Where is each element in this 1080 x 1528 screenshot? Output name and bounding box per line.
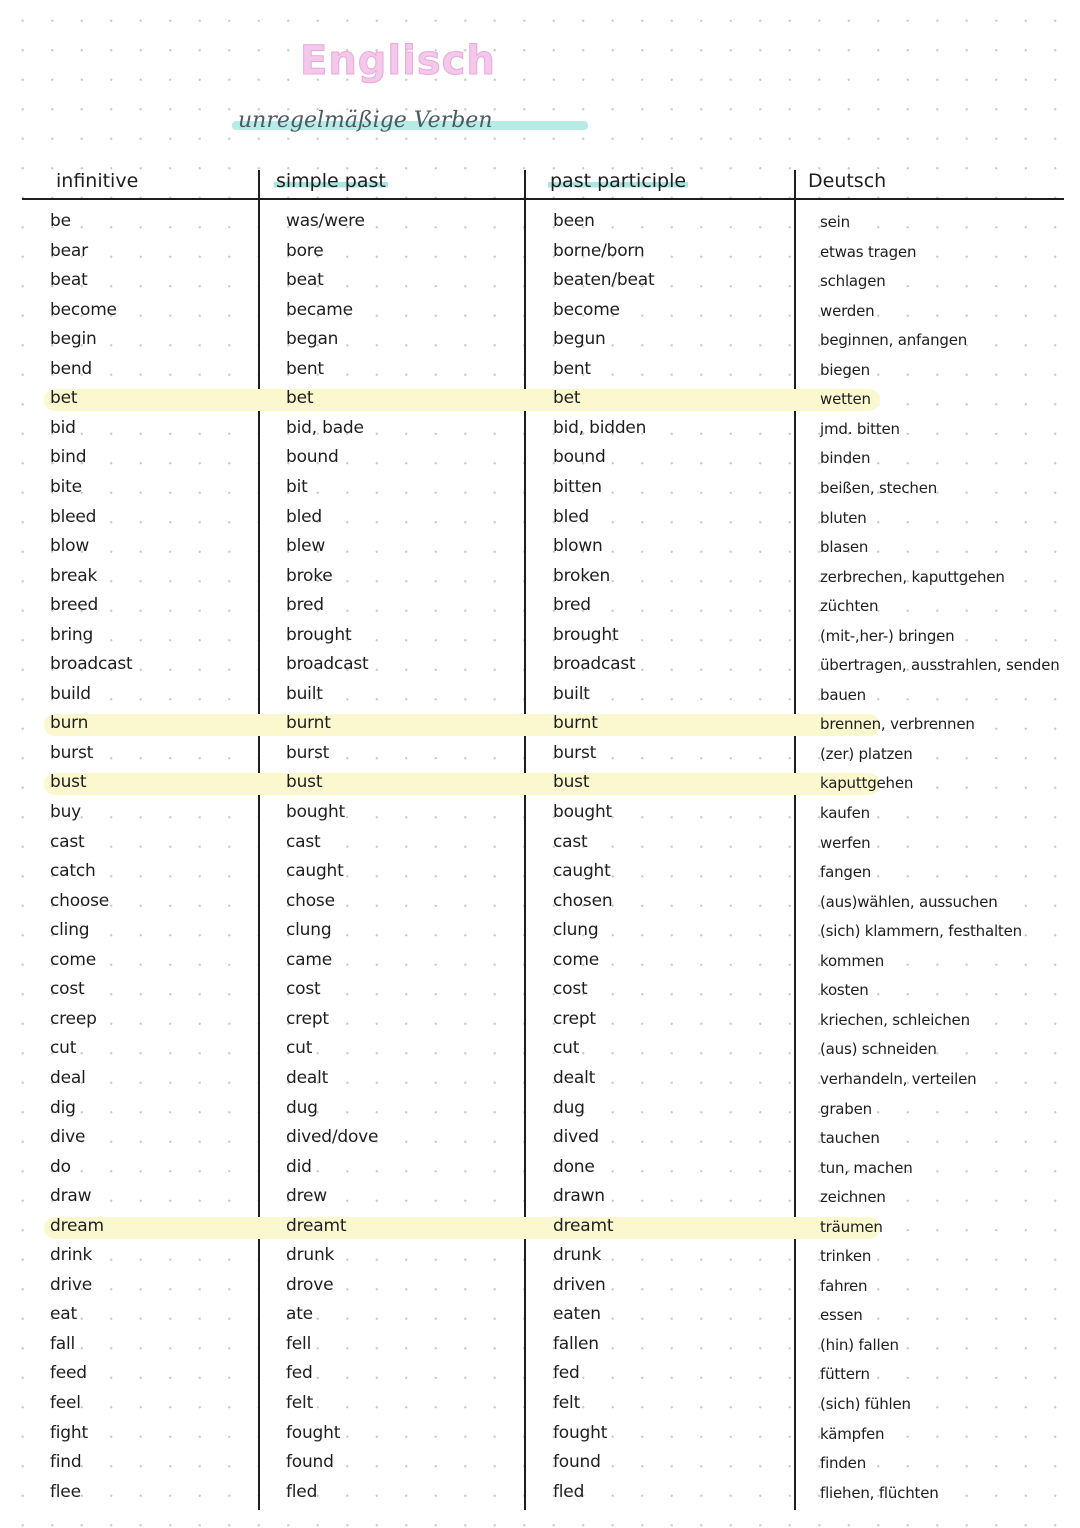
cell-infinitive: beat [50, 270, 88, 290]
cell-deutsch: brennen, verbrennen [820, 715, 975, 733]
verb-row [0, 1036, 1080, 1065]
cell-infinitive: burn [50, 713, 89, 733]
cell-infinitive: dive [50, 1127, 86, 1147]
cell-simple-past: broadcast [286, 654, 369, 674]
cell-simple-past: fought [286, 1423, 341, 1443]
cell-infinitive: bend [50, 359, 93, 379]
cell-past-participle: felt [553, 1393, 581, 1413]
cell-deutsch: jmd. bitten [820, 420, 900, 438]
verb-row [0, 948, 1080, 977]
cell-past-participle: broken [553, 566, 611, 586]
verb-row [0, 593, 1080, 622]
verb-row [0, 505, 1080, 534]
verb-row [0, 1243, 1080, 1272]
verb-row [0, 327, 1080, 356]
verb-row [0, 800, 1080, 829]
cell-infinitive: begin [50, 329, 97, 349]
cell-past-participle: dived [553, 1127, 599, 1147]
cell-past-participle: begun [553, 329, 606, 349]
cell-past-participle: bred [553, 595, 591, 615]
cell-infinitive: drive [50, 1275, 93, 1295]
verb-row [0, 1125, 1080, 1154]
cell-infinitive: breed [50, 595, 99, 615]
cell-deutsch: kosten [820, 981, 869, 999]
cell-infinitive: feed [50, 1363, 87, 1383]
cell-infinitive: bring [50, 625, 94, 645]
cell-deutsch: blasen [820, 538, 869, 556]
cell-simple-past: clung [286, 920, 332, 940]
page-title: Englisch [300, 38, 496, 84]
verb-row [0, 268, 1080, 297]
cell-simple-past: bound [286, 447, 339, 467]
verb-row [0, 1007, 1080, 1036]
cell-infinitive: broadcast [50, 654, 133, 674]
cell-past-participle: cut [553, 1038, 580, 1058]
cell-simple-past: drove [286, 1275, 334, 1295]
column-header-simple-past-label: simple past [276, 170, 386, 192]
column-header-past-participle-label: past participle [550, 170, 687, 192]
cell-simple-past: brought [286, 625, 352, 645]
cell-deutsch: (aus) schneiden [820, 1040, 937, 1058]
cell-deutsch: kaufen [820, 804, 870, 822]
verb-row [0, 1096, 1080, 1125]
verb-row [0, 770, 1080, 799]
verb-row [0, 652, 1080, 681]
cell-deutsch: züchten [820, 597, 879, 615]
cell-simple-past: dealt [286, 1068, 329, 1088]
column-header-simple-past [274, 170, 388, 192]
cell-past-participle: broadcast [553, 654, 636, 674]
cell-past-participle: fallen [553, 1334, 599, 1354]
cell-past-participle: borne/born [553, 241, 645, 261]
cell-deutsch: (sich) klammern, festhalten [820, 922, 1022, 940]
column-header-past-participle [548, 170, 688, 192]
cell-deutsch: schlagen [820, 272, 886, 290]
cell-past-participle: found [553, 1452, 601, 1472]
cell-deutsch: (mit-,her-) bringen [820, 627, 955, 645]
cell-past-participle: burst [553, 743, 597, 763]
verb-row [0, 1361, 1080, 1390]
cell-past-participle: dreamt [553, 1216, 614, 1236]
cell-past-participle: come [553, 950, 599, 970]
cell-past-participle: bought [553, 802, 612, 822]
cell-deutsch: verhandeln, verteilen [820, 1070, 977, 1088]
cell-simple-past: found [286, 1452, 334, 1472]
cell-infinitive: bind [50, 447, 87, 467]
cell-deutsch: bluten [820, 509, 867, 527]
cell-past-participle: cost [553, 979, 588, 999]
cell-past-participle: bust [553, 772, 590, 792]
cell-deutsch: binden [820, 449, 871, 467]
cell-simple-past: fed [286, 1363, 313, 1383]
cell-simple-past: bid, bade [286, 418, 364, 438]
verb-row [0, 1155, 1080, 1184]
cell-infinitive: flee [50, 1482, 81, 1502]
cell-past-participle: bled [553, 507, 589, 527]
cell-simple-past: broke [286, 566, 333, 586]
cell-past-participle: cast [553, 832, 588, 852]
cell-deutsch: bauen [820, 686, 866, 704]
verb-row [0, 830, 1080, 859]
verb-row [0, 298, 1080, 327]
cell-infinitive: bust [50, 772, 87, 792]
cell-past-participle: eaten [553, 1304, 601, 1324]
cell-deutsch: zeichnen [820, 1188, 886, 1206]
verb-row [0, 1302, 1080, 1331]
cell-past-participle: bent [553, 359, 591, 379]
verb-row [0, 711, 1080, 740]
cell-simple-past: bled [286, 507, 322, 527]
cell-infinitive: buy [50, 802, 82, 822]
cell-deutsch: füttern [820, 1365, 870, 1383]
cell-past-participle: bound [553, 447, 606, 467]
cell-infinitive: dream [50, 1216, 104, 1236]
column-header-infinitive [56, 170, 138, 192]
cell-deutsch: übertragen, ausstrahlen, senden [820, 656, 1060, 674]
cell-simple-past: dived/dove [286, 1127, 379, 1147]
cell-simple-past: ate [286, 1304, 313, 1324]
cell-simple-past: blew [286, 536, 326, 556]
cell-infinitive: bid [50, 418, 76, 438]
verb-row [0, 564, 1080, 593]
cell-deutsch: fliehen, flüchten [820, 1484, 939, 1502]
cell-simple-past: bet [286, 388, 314, 408]
cell-infinitive: break [50, 566, 98, 586]
cell-infinitive: cling [50, 920, 90, 940]
verb-row [0, 386, 1080, 415]
cell-past-participle: become [553, 300, 620, 320]
cell-past-participle: fled [553, 1482, 585, 1502]
cell-infinitive: cast [50, 832, 85, 852]
cell-simple-past: bought [286, 802, 345, 822]
cell-infinitive: bear [50, 241, 88, 261]
cell-infinitive: bite [50, 477, 82, 497]
cell-past-participle: dealt [553, 1068, 596, 1088]
cell-infinitive: bet [50, 388, 78, 408]
cell-infinitive: dig [50, 1098, 76, 1118]
cell-deutsch: sein [820, 213, 850, 231]
cell-simple-past: cut [286, 1038, 313, 1058]
cell-deutsch: tun, machen [820, 1159, 913, 1177]
cell-past-participle: caught [553, 861, 611, 881]
cell-simple-past: crept [286, 1009, 329, 1029]
cell-infinitive: blow [50, 536, 90, 556]
cell-past-participle: done [553, 1157, 595, 1177]
cell-simple-past: bit [286, 477, 308, 497]
cell-simple-past: cast [286, 832, 321, 852]
cell-infinitive: do [50, 1157, 71, 1177]
header-divider [22, 198, 1064, 200]
cell-infinitive: draw [50, 1186, 92, 1206]
cell-simple-past: burnt [286, 713, 331, 733]
cell-simple-past: was/were [286, 211, 365, 231]
column-header-deutsch [808, 170, 886, 192]
cell-past-participle: beaten/beat [553, 270, 655, 290]
cell-simple-past: began [286, 329, 339, 349]
cell-infinitive: catch [50, 861, 96, 881]
cell-simple-past: became [286, 300, 353, 320]
page-subtitle: unregelmäßige Verben [238, 108, 493, 133]
cell-infinitive: become [50, 300, 117, 320]
cell-simple-past: came [286, 950, 332, 970]
cell-deutsch: kämpfen [820, 1425, 885, 1443]
cell-deutsch: zerbrechen, kaputtgehen [820, 568, 1005, 586]
cell-infinitive: fall [50, 1334, 76, 1354]
cell-deutsch: kommen [820, 952, 885, 970]
cell-simple-past: drew [286, 1186, 327, 1206]
subtitle-block [232, 108, 592, 148]
verb-row [0, 859, 1080, 888]
cell-simple-past: bore [286, 241, 324, 261]
verb-row [0, 1480, 1080, 1509]
verb-row [0, 623, 1080, 652]
cell-past-participle: crept [553, 1009, 596, 1029]
verb-row [0, 1273, 1080, 1302]
cell-deutsch: werfen [820, 834, 871, 852]
cell-past-participle: bid, bidden [553, 418, 647, 438]
cell-deutsch: (sich) fühlen [820, 1395, 911, 1413]
cell-deutsch: beginnen, anfangen [820, 331, 968, 349]
cell-past-participle: been [553, 211, 595, 231]
cell-deutsch: biegen [820, 361, 870, 379]
cell-infinitive: bleed [50, 507, 97, 527]
cell-past-participle: fed [553, 1363, 580, 1383]
verb-row [0, 416, 1080, 445]
cell-infinitive: drink [50, 1245, 93, 1265]
verb-row [0, 475, 1080, 504]
cell-simple-past: drunk [286, 1245, 335, 1265]
cell-deutsch: essen [820, 1306, 863, 1324]
verb-row [0, 534, 1080, 563]
cell-deutsch: graben [820, 1100, 872, 1118]
cell-deutsch: fangen [820, 863, 872, 881]
cell-deutsch: kaputtgehen [820, 774, 914, 792]
cell-simple-past: bust [286, 772, 323, 792]
verb-row [0, 889, 1080, 918]
cell-infinitive: burst [50, 743, 94, 763]
cell-past-participle: bitten [553, 477, 602, 497]
cell-deutsch: tauchen [820, 1129, 880, 1147]
cell-simple-past: felt [286, 1393, 314, 1413]
cell-infinitive: feel [50, 1393, 81, 1413]
cell-deutsch: etwas tragen [820, 243, 917, 261]
cell-infinitive: choose [50, 891, 110, 911]
verb-row [0, 1391, 1080, 1420]
cell-infinitive: creep [50, 1009, 97, 1029]
cell-deutsch: finden [820, 1454, 867, 1472]
cell-deutsch: beißen, stechen [820, 479, 938, 497]
cell-simple-past: fell [286, 1334, 312, 1354]
verb-row [0, 741, 1080, 770]
verb-row [0, 1214, 1080, 1243]
cell-simple-past: chose [286, 891, 335, 911]
cell-past-participle: fought [553, 1423, 608, 1443]
cell-simple-past: dug [286, 1098, 318, 1118]
cell-infinitive: eat [50, 1304, 77, 1324]
cell-simple-past: dreamt [286, 1216, 347, 1236]
cell-past-participle: clung [553, 920, 599, 940]
cell-infinitive: cut [50, 1038, 77, 1058]
verb-row [0, 1421, 1080, 1450]
verb-row [0, 1450, 1080, 1479]
verb-row [0, 209, 1080, 238]
verb-row [0, 357, 1080, 386]
cell-past-participle: brought [553, 625, 619, 645]
cell-past-participle: blown [553, 536, 603, 556]
cell-past-participle: drunk [553, 1245, 602, 1265]
cell-infinitive: deal [50, 1068, 86, 1088]
cell-past-participle: drawn [553, 1186, 605, 1206]
cell-past-participle: chosen [553, 891, 613, 911]
column-header-deutsch-label: Deutsch [808, 170, 887, 192]
cell-past-participle: burnt [553, 713, 598, 733]
cell-simple-past: bent [286, 359, 324, 379]
cell-past-participle: bet [553, 388, 581, 408]
cell-deutsch: (zer) platzen [820, 745, 913, 763]
cell-simple-past: burst [286, 743, 330, 763]
cell-deutsch: (hin) fallen [820, 1336, 899, 1354]
cell-simple-past: fled [286, 1482, 318, 1502]
cell-past-participle: driven [553, 1275, 606, 1295]
verb-row [0, 1066, 1080, 1095]
cell-deutsch: wetten [820, 390, 871, 408]
cell-simple-past: cost [286, 979, 321, 999]
cell-deutsch: kriechen, schleichen [820, 1011, 970, 1029]
cell-deutsch: (aus)wählen, aussuchen [820, 893, 998, 911]
cell-infinitive: be [50, 211, 71, 231]
cell-simple-past: caught [286, 861, 344, 881]
verb-row [0, 977, 1080, 1006]
cell-deutsch: fahren [820, 1277, 868, 1295]
verb-row [0, 1332, 1080, 1361]
verb-row [0, 239, 1080, 268]
column-header-infinitive-label: infinitive [56, 170, 139, 192]
cell-simple-past: did [286, 1157, 312, 1177]
cell-deutsch: träumen [820, 1218, 883, 1236]
cell-simple-past: built [286, 684, 323, 704]
cell-simple-past: beat [286, 270, 324, 290]
cell-deutsch: werden [820, 302, 875, 320]
verb-row [0, 682, 1080, 711]
verb-row [0, 918, 1080, 947]
cell-past-participle: built [553, 684, 590, 704]
cell-infinitive: build [50, 684, 91, 704]
cell-infinitive: fight [50, 1423, 88, 1443]
cell-past-participle: dug [553, 1098, 585, 1118]
cell-infinitive: cost [50, 979, 85, 999]
verb-row [0, 1184, 1080, 1213]
cell-infinitive: find [50, 1452, 82, 1472]
cell-simple-past: bred [286, 595, 324, 615]
cell-infinitive: come [50, 950, 96, 970]
cell-deutsch: trinken [820, 1247, 872, 1265]
verb-row [0, 445, 1080, 474]
